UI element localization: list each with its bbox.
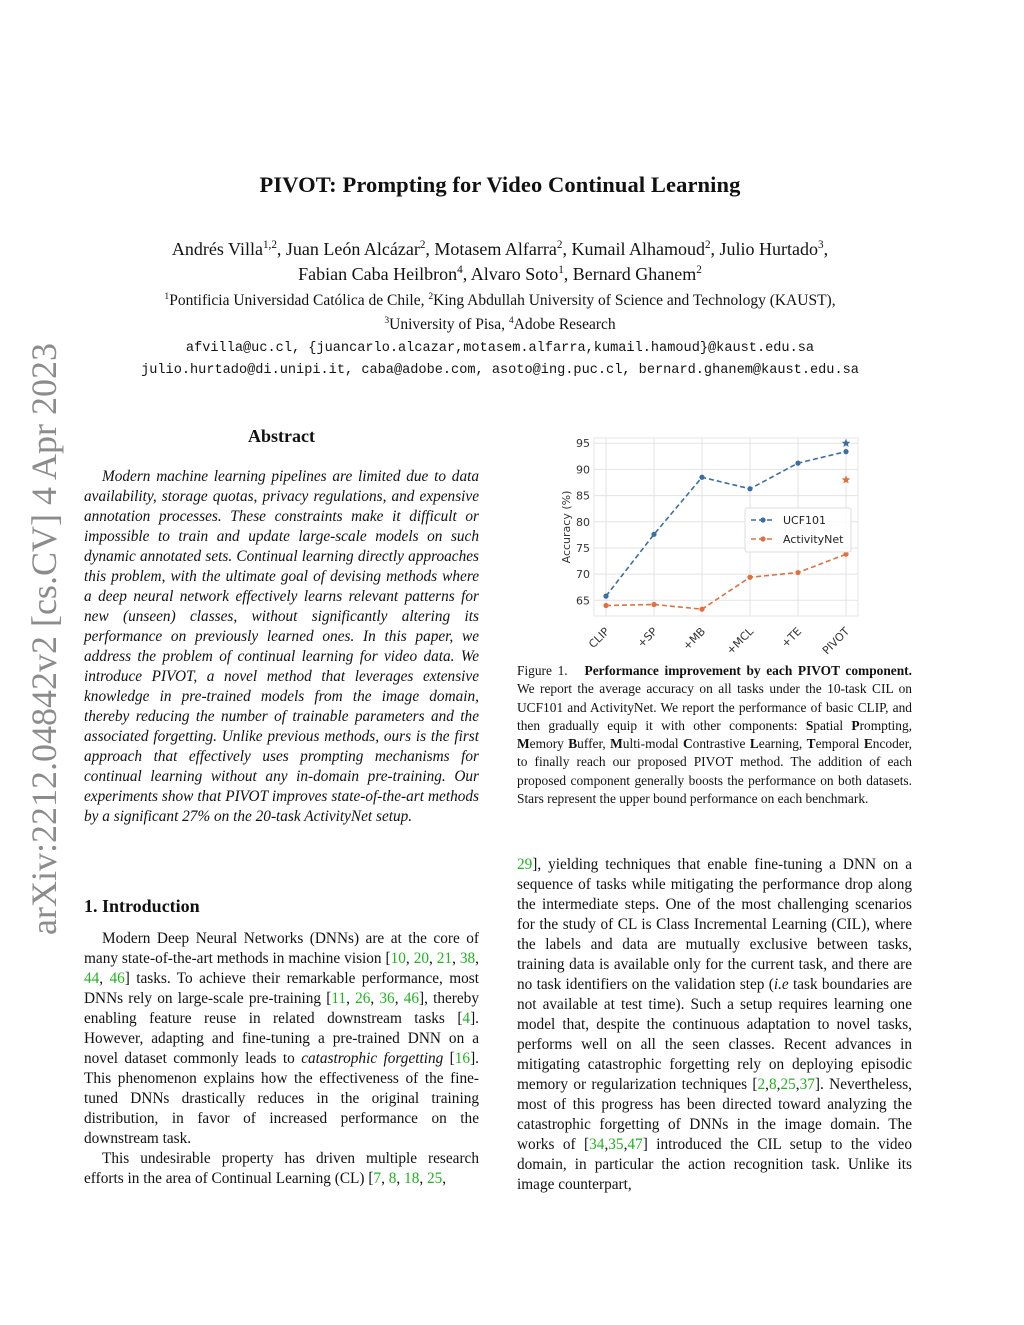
affiliation-line-2 (0, 313, 1000, 337)
author-separator: , (710, 239, 720, 259)
data-point-ucf101 (603, 594, 608, 599)
citation-link[interactable]: 8 (769, 1076, 777, 1093)
component-rest: ncoder (872, 736, 909, 752)
body-text: , (765, 1076, 769, 1093)
author-affiliation-mark: 1 (558, 264, 564, 276)
caption-text-part-1: We report the average accuracy on all tasks under the 10-task CIL on UCF101 and ActivityNet. We report the performance of basic CLIP, and then gradually equip it with other components: (517, 681, 912, 733)
body-text: , (419, 1170, 427, 1187)
author-name: Fabian Caba Heilbron (298, 264, 458, 284)
body-text: ], yielding techniques that enable fine-tuning a DNN on a sequence of tasks while mitigating the performance drop along the intermediate steps. One of the most challenging scenarios for the study of CL is Class Incremental Learning (CIL), where the labels and data are mutually exclusive between tasks, training data is available only for the current task, and there are no task identifiers on the validation step ( (517, 856, 912, 993)
author-name: Bernard Ghanem (572, 264, 697, 284)
right-column-text (517, 855, 912, 1195)
citation-link[interactable]: 38 (459, 950, 476, 967)
affiliations (0, 289, 1000, 337)
body-text: , (394, 990, 404, 1007)
citation-link[interactable]: 25 (427, 1170, 443, 1187)
body-text: [ (443, 1050, 455, 1067)
component-initial: M (610, 736, 623, 752)
author-separator: , (563, 264, 573, 284)
y-tick-label: 80 (576, 515, 590, 529)
data-point-ucf101 (747, 486, 752, 491)
component-initial: C (682, 736, 693, 752)
author-affiliation-mark: 1,2 (262, 239, 277, 251)
component-rest: patial (813, 717, 852, 733)
abstract-section (84, 426, 479, 827)
author-affiliation-mark: 2 (556, 239, 563, 251)
author-separator: , (276, 239, 286, 259)
component-initial: T (806, 736, 816, 752)
component-rest: earning, (758, 736, 807, 752)
body-text: , (99, 970, 110, 987)
citation-link[interactable]: 26 (355, 990, 371, 1007)
arxiv-identifier (20, 343, 68, 935)
caption-label: Figure 1. (517, 663, 568, 678)
author-separator: , (823, 239, 829, 259)
y-tick-label: 95 (576, 437, 590, 451)
caption-bold-title: Performance improvement by each PIVOT component. (584, 663, 912, 678)
affiliation-mark: 4 (508, 314, 514, 326)
author-separator: , (462, 264, 471, 284)
component-initial: M (517, 736, 530, 752)
y-tick-label: 75 (576, 541, 590, 555)
email-line: afvilla@uc.cl, {juancarlo.alcazar,motasem.alfarra,kumail.hamoud}@kaust.edu.sa (185, 341, 815, 356)
citation-link[interactable]: 44 (84, 970, 100, 987)
component-initial: S (805, 717, 814, 733)
data-point-activitynet (699, 607, 704, 612)
body-text: ]. This phenomenon explains how the effectiveness of the fine-tuned DNNs drastically reduces in the original training distribution, in favor of increased performance on the downstream task. (84, 1050, 479, 1147)
citation-link[interactable]: 34 (589, 1136, 605, 1153)
body-text: task boundaries are not available at test time). Such a setup requires learning one model that, despite the continuous adaptation to novel tasks, performs well on all the seen classes. Recent advances in mitigating catastrophic forgetting rely on deploying episodic memory or regularization techniques [ (517, 976, 913, 1093)
author-name: Andrés Villa (171, 239, 263, 259)
body-text: ]. Nevertheless, most of this progress has been directed toward analyzing the catastrophic forgetting of DNNs in the image domain. The works of [ (517, 1076, 912, 1153)
x-tick-label: +MB (680, 624, 709, 653)
legend-marker (760, 536, 765, 541)
component-initial: L (749, 736, 759, 752)
legend-label: UCF101 (783, 514, 827, 527)
caption-text-part-2: , to finally reach our proposed PIVOT method. The addition of each proposed component generally boosts the performance on both datasets. Stars represent the upper bound performance on each benchmark. (517, 736, 913, 807)
citation-link[interactable]: 16 (454, 1050, 471, 1067)
body-text: , (429, 950, 437, 967)
y-tick-label: 70 (576, 568, 590, 582)
author-line-2 (0, 262, 1000, 287)
body-text: This undesirable property has driven multiple research efforts in the area of Continual Learning (CL) [ (84, 1150, 479, 1187)
affiliation-text: University of Pisa, (389, 316, 509, 333)
affiliation-mark: 2 (428, 290, 434, 302)
affiliation-mark: 3 (384, 314, 390, 326)
intro-paragraph-2 (84, 1149, 479, 1189)
emphasis-text: catastrophic forgetting (301, 1050, 444, 1067)
x-tick-label: +MCL (723, 624, 757, 658)
legend-marker (760, 517, 765, 522)
citation-link[interactable]: 29 (517, 856, 533, 873)
affiliation-text: Adobe Research (513, 316, 616, 333)
citation-link[interactable]: 46 (109, 970, 125, 987)
author-affiliation-mark: 4 (457, 264, 463, 276)
body-text: ], thereby enabling feature reuse in related downstream tasks [ (84, 990, 479, 1027)
data-point-ucf101 (699, 475, 704, 480)
author-name: Juan León Alcázar (285, 239, 420, 259)
citation-link[interactable]: 35 (608, 1136, 624, 1153)
citation-link[interactable]: 4 (462, 1010, 471, 1027)
author-name: Kumail Alhamoud (571, 239, 705, 259)
component-initial: P (851, 717, 860, 733)
intro-paragraph-1 (84, 929, 479, 1149)
citation-link[interactable]: 7 (373, 1170, 382, 1187)
x-tick-label: CLIP (586, 624, 613, 651)
abstract-heading: Abstract (248, 426, 315, 446)
body-text: ] tasks. To achieve their remarkable performance, most DNNs rely on large-scale pre-training [ (84, 970, 479, 1007)
component-initial: B (568, 736, 578, 752)
x-tick-label: +SP (634, 624, 661, 651)
data-point-ucf101 (843, 449, 848, 454)
introduction-heading: 1. Introduction (84, 896, 200, 916)
component-rest: rompting, (859, 717, 913, 733)
author-affiliation-mark: 2 (696, 264, 702, 276)
body-text: , (346, 990, 356, 1007)
data-point-activitynet (603, 603, 608, 608)
author-affiliation-mark: 2 (704, 239, 711, 251)
citation-link[interactable]: 25 (780, 1076, 796, 1093)
y-tick-label: 65 (576, 594, 590, 608)
body-text: , (370, 990, 380, 1007)
component-rest: ontrastive (692, 736, 750, 752)
figure-1-chart (548, 430, 878, 660)
author-affiliation-mark: 3 (818, 239, 824, 251)
arxiv-identifier-text: arXiv:2212.04842v2 [cs.CV] 4 Apr 2023 (24, 343, 64, 935)
affiliation-text: Pontificia Universidad Católica de Chile, (169, 292, 429, 309)
citation-link[interactable]: 18 (404, 1170, 420, 1187)
citation-link[interactable]: 47 (627, 1136, 643, 1153)
intro-paragraph-continued (517, 855, 912, 1195)
citation-link[interactable]: 11 (331, 990, 347, 1007)
citation-link[interactable]: 46 (403, 990, 420, 1007)
email-line: julio.hurtado@di.unipi.it, caba@adobe.com, asoto@ing.puc.cl, bernard.ghanem@kaust.edu.sa (141, 363, 859, 378)
x-tick-label: +TE (778, 624, 805, 651)
legend-label: ActivityNet (783, 533, 844, 546)
y-axis-label: Accuracy (%) (560, 490, 573, 564)
accuracy-line-chart (548, 430, 878, 660)
introduction-section (84, 896, 479, 1189)
body-text: , (442, 1170, 447, 1187)
component-rest: emporal (815, 736, 864, 752)
author-separator: , (562, 239, 572, 259)
body-text: , (776, 1076, 781, 1093)
body-text: , (452, 950, 460, 967)
component-rest: emory (529, 736, 569, 752)
component-rest: uffer, (577, 736, 611, 752)
author-list (0, 237, 1000, 287)
citation-link[interactable]: 37 (799, 1076, 815, 1093)
component-initial: E (863, 736, 873, 752)
y-tick-label: 85 (576, 489, 590, 503)
author-name: Motasem Alfarra (434, 239, 557, 259)
data-point-activitynet (747, 575, 752, 580)
body-text: , (396, 1170, 405, 1187)
citation-link[interactable]: 36 (379, 990, 395, 1007)
paper-title: PIVOT: Prompting for Video Continual Learning (259, 172, 741, 197)
component-rest: ulti-modal (622, 736, 683, 752)
abstract-text: Modern machine learning pipelines are limited due to data availability, storage quotas, privacy regulations, and expensive annotation processes. These constraints make it difficult or impossible to train and update large-scale models on such dynamic annotated sets. Continual learning directly approaches this problem, with the ultimate goal of devising methods where a deep neural network effectively learns relevant patterns for new (unseen) classes, without significantly altering its performance on previously learned ones. In this paper, we address the problem of continual learning for video data. We introduce PIVOT, a novel method that leverages extensive knowledge in pre-trained models from the image domain, thereby reducing the number of trainable parameters and the associated forgetting. Unlike previous methods, ours is the first approach that effectively uses prompting mechanisms for continual learning without any in-domain pre-training. Our experiments show that PIVOT improves state-of-the-art methods by a significant 27% on the 20-task ActivityNet setup. (84, 468, 479, 825)
data-point-ucf101 (651, 532, 656, 537)
body-text: , (381, 1170, 389, 1187)
author-name: Alvaro Soto (470, 264, 559, 284)
citation-link[interactable]: 8 (388, 1170, 397, 1187)
x-tick-label: PIVOT (819, 624, 853, 658)
citation-link[interactable]: 20 (413, 950, 429, 967)
body-text: Modern Deep Neural Networks (DNNs) are at the core of many state-of-the-art methods in machine vision [ (84, 930, 479, 967)
body-text: , (405, 950, 414, 967)
emphasis-text: i.e (773, 976, 789, 993)
affiliation-mark: 1 (164, 290, 170, 302)
data-point-ucf101 (795, 461, 800, 466)
citation-link[interactable]: 21 (436, 950, 453, 967)
body-text: , (475, 950, 479, 967)
figure-1-caption (517, 662, 912, 808)
author-affiliation-mark: 2 (419, 239, 426, 251)
citation-link[interactable]: 2 (757, 1076, 766, 1093)
affiliation-text: King Abdullah University of Science and Technology (KAUST), (433, 292, 836, 309)
y-tick-label: 90 (576, 463, 590, 477)
body-text: , (604, 1136, 609, 1153)
body-text: , (623, 1136, 628, 1153)
author-line-1 (0, 237, 1000, 262)
data-point-activitynet (651, 602, 656, 607)
affiliation-line-1 (0, 289, 1000, 313)
author-name: Julio Hurtado (719, 239, 819, 259)
body-text: ] introduced the CIL setup to the video domain, in particular the action recognition task. Unlike its image counterpart, (517, 1136, 912, 1193)
data-point-activitynet (795, 570, 800, 575)
citation-link[interactable]: 10 (390, 950, 406, 967)
body-text: ]. However, adapting and fine-tuning a pre-trained DNN on a novel dataset commonly leads to (84, 1010, 479, 1067)
body-text: , (795, 1076, 800, 1093)
email-list (0, 338, 1000, 382)
author-separator: , (425, 239, 435, 259)
